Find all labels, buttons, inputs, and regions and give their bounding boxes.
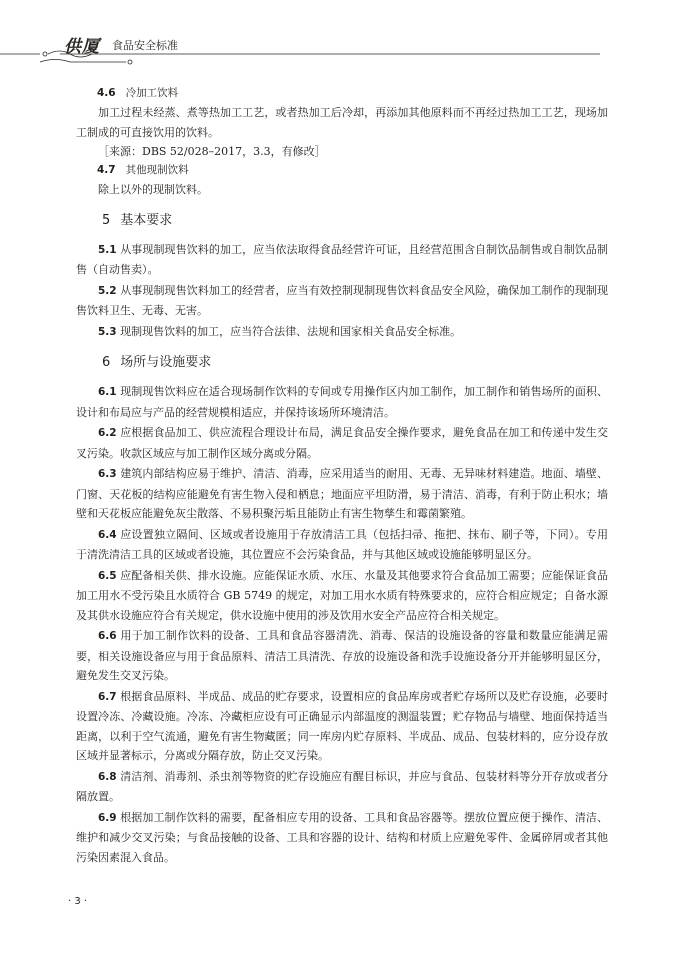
section-title-text: 基本要求 xyxy=(120,212,173,228)
clause-number: 6.3 xyxy=(98,468,117,480)
clause-text: 现制现售饮料应在适合现场制作饮料的专间或专用操作区内加工制作，加工制作和销售场所的面积、设计和布局应与产品的经营规模相适应，并保持该场所环境清洁。 xyxy=(76,385,609,419)
clause-text: 从事现制现售饮料加工的经营者，应当有效控制现制现售饮料食品安全风险，确保加工制作的现制现售饮料卫生、无毒、无害。 xyxy=(76,283,609,317)
clause-4-7-heading xyxy=(76,161,608,180)
clause-text: 应设置独立隔间、区域或者设施用于存放清洁工具（包括扫帚、拖把、抹布、刷子等，下同）。专用于清洗清洁工具的区域或者设施，其位置应不会污染食品，并与其他区域或设施能够明显区分。 xyxy=(76,527,609,561)
clause-text: 从事现制现售饮料的加工，应当依法取得食品经营许可证，且经营范围含自制饮品制售或自制饮品制售（自动售卖）。 xyxy=(76,242,609,276)
clause-6-3 xyxy=(76,464,608,524)
clause-5-1 xyxy=(76,240,608,280)
clause-4-6-definition: 加工过程未经蒸、煮等热加工工艺，或者热加工后冷却，再添加其他原料而不再经过热加工工艺，现场加工制成的可直接饮用的饮料。 xyxy=(76,106,608,139)
clause-number: 6.4 xyxy=(98,528,117,541)
clause-title: 冷加工饮料 xyxy=(125,87,179,99)
section-5-title xyxy=(76,211,608,231)
header-subtitle: 食品安全标准 xyxy=(112,39,178,52)
clause-6-7 xyxy=(76,687,608,766)
clause-number: 5.3 xyxy=(98,325,117,338)
clause-text: 现制现售饮料的加工，应当符合法律、法规和国家相关食品安全标准。 xyxy=(120,324,462,338)
clause-6-2 xyxy=(76,423,608,463)
clause-number: 6.7 xyxy=(98,690,117,703)
clause-number: 6.8 xyxy=(98,770,117,783)
clause-4-7-definition: 除上以外的现制饮料。 xyxy=(98,183,208,196)
clause-number: 4.7 xyxy=(97,164,116,176)
section-title-text: 场所与设施要求 xyxy=(120,355,212,370)
clause-text: 根据加工制作饮料的需要，配备相应专用的设备、工具和食品容器等。摆放位置应便于操作、清洁、维护和减少交叉污染；与食品接触的设备、工具和容器的设计、结构和材质上应避免零件、金属碎屑或者其他污染因素混入食品。 xyxy=(76,810,609,864)
clause-number: 6.5 xyxy=(98,569,117,582)
clause-number: 5.1 xyxy=(98,243,117,256)
clause-number: 6.9 xyxy=(98,811,117,824)
header-logo: 供厦 xyxy=(64,37,100,57)
clause-5-2 xyxy=(76,281,608,321)
clause-text: 清洁剂、消毒剂、杀虫剂等物资的贮存设施应有醒目标识，并应与食品、包装材料等分开存放或者分隔放置。 xyxy=(76,769,609,803)
clause-6-5 xyxy=(76,566,608,626)
page-header xyxy=(0,28,681,78)
clause-6-9 xyxy=(76,808,608,868)
clause-4-6-source: ［来源：DBS 52/028–2017，3.3，有修改］ xyxy=(98,145,326,158)
clause-title: 其他现制饮料 xyxy=(125,164,189,176)
clause-number: 6.6 xyxy=(98,630,117,642)
document-body xyxy=(76,84,608,868)
clause-6-4 xyxy=(76,525,608,565)
section-6-title xyxy=(76,353,608,373)
page-number: · 3 · xyxy=(68,896,88,907)
clause-text: 应配备相关供、排水设施。应能保证水质、水压、水量及其他要求符合食品加工需要；应能保证食品加工用水不受污染且水质符合 GB 5749 的规定，对加工用水水质有特殊要求的，应符合相应规定；自备水源及其供水设施应符合有关规定，供水设施中使用的涉及饮用水安全产品应符合相关规定。 xyxy=(76,568,609,622)
clause-number: 5.2 xyxy=(98,284,117,297)
clause-6-6 xyxy=(76,626,608,686)
clause-text: 根据食品原料、半成品、成品的贮存要求，设置相应的食品库房或者贮存场所以及贮存设施，必要时设置冷冻、冷藏设施。冷冻、冷藏柜应设有可正确显示内部温度的测温装置；贮存物品与墙壁、地面保持适当距离，以利于空气流通，避免有害生物藏匿；同一库房内贮存原料、半成品、成品、包装材料的，应分设存放区域并显著标示，分离或分隔存放，防止交叉污染。 xyxy=(76,689,609,762)
header-ornament xyxy=(0,48,681,78)
clause-text: 建筑内部结构应易于维护、清洁、消毒，应采用适当的耐用、无毒、无异味材料建造。地面、墙壁、门窗、天花板的结构应能避免有害生物入侵和栖息；地面应平坦防滑，易于清洁、消毒，有利于防止积水；墙壁和天花板应能避免灰尘散落、不易积聚污垢且能防止有害生物孳生和霉菌繁殖。 xyxy=(76,467,609,520)
section-number: 5 xyxy=(102,212,111,228)
section-number: 6 xyxy=(102,355,111,370)
clause-4-6-heading xyxy=(76,84,608,103)
clause-number: 4.6 xyxy=(97,87,116,99)
clause-6-1 xyxy=(76,382,608,422)
clause-number: 6.1 xyxy=(98,386,117,398)
clause-6-8 xyxy=(76,767,608,807)
clause-5-3 xyxy=(76,322,608,343)
clause-text: 应根据食品加工、供应流程合理设计布局，满足食品安全操作要求，避免食品在加工和传递中发生交叉污染。收款区域应与加工制作区域分离或分隔。 xyxy=(76,426,609,460)
clause-number: 6.2 xyxy=(98,427,117,439)
clause-text: 用于加工制作饮料的设备、工具和食品容器清洗、消毒、保洁的设施设备的容量和数量应能满足需要，相关设施设备应与用于食品原料、清洁工具清洗、存放的设施设备和洗手设施设备分开并能够明显区分，避免发生交叉污染。 xyxy=(76,629,608,682)
